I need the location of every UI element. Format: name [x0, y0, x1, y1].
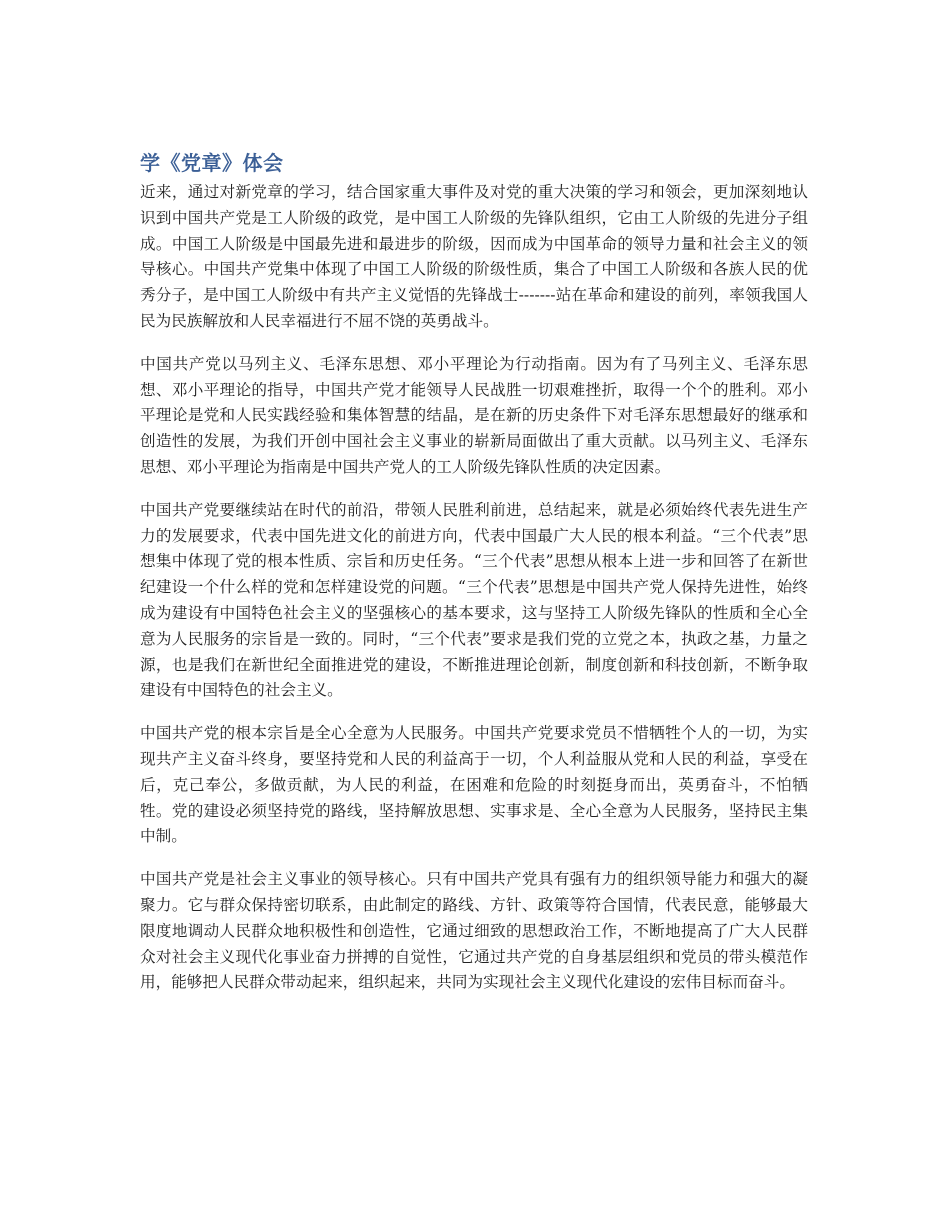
document-title: 学《党章》体会: [140, 151, 284, 175]
paragraph-1: 近来，通过对新党章的学习，结合国家重大事件及对党的重大决策的学习和领会，更加深刻地认识到中国共产党是工人阶级的政党，是中国工人阶级的先锋队组织，它由工人阶级的先进分子组成。中国工人阶级是中国最先进和最进步的阶级，因而成为中国革命的领导力量和社会主义的领导核心。中国共产党集中体现了中国工人阶级的阶级性质，集合了中国工人阶级和各族人民的优秀分子，是中国工人阶级中有共产主义觉悟的先锋战士-------站在革命和建设的前列，率领我国人民为民族解放和人民幸福进行不屈不饶的英勇战斗。: [140, 183, 808, 330]
paragraph-4: 中国共产党的根本宗旨是全心全意为人民服务。中国共产党要求党员不惜牺牲个人的一切，为实现共产主义奋斗终身，要坚持党和人民的利益高于一切，个人利益服从党和人民的利益，享受在后，克己奉公，多做贡献，为人民的利益，在困难和危险的时刻挺身而出，英勇奋斗，不怕牺牲。党的建设必须坚持党的路线，坚持解放思想、实事求是、全心全意为人民服务，坚持民主集中制。: [140, 724, 808, 846]
paragraph-2: 中国共产党以马列主义、毛泽东思想、邓小平理论为行动指南。因为有了马列主义、毛泽东思想、邓小平理论的指导，中国共产党才能领导人民战胜一切艰难挫折，取得一个个的胜利。邓小平理论是党和人民实践经验和集体智慧的结晶，是在新的历史条件下对毛泽东思想最好的继承和创造性的发展，为我们开创中国社会主义事业的崭新局面做出了重大贡献。以马列主义、毛泽东思想、邓小平理论为指南是中国共产党人的工人阶级先锋队性质的决定因素。: [140, 354, 808, 476]
paragraph-5: 中国共产党是社会主义事业的领导核心。只有中国共产党具有强有力的组织领导能力和强大的凝聚力。它与群众保持密切联系，由此制定的路线、方针、政策等符合国情，代表民意，能够最大限度地调动人民群众地积极性和创造性，它通过细致的思想政治工作，不断地提高了广大人民群众对社会主义现代化事业奋力拼搏的自觉性，它通过共产党的自身基层组织和党员的带头模范作用，能够把人民群众带动起来，组织起来，共同为实现社会主义现代化建设的宏伟目标而奋斗。: [140, 870, 808, 992]
paragraph-3: 中国共产党要继续站在时代的前沿，带领人民胜利前进，总结起来，就是必须始终代表先进生产力的发展要求，代表中国先进文化的前进方向，代表中国最广大人民的根本利益。“三个代表”思想集中体现了党的根本性质、宗旨和历史任务。“三个代表”思想从根本上进一步和回答了在新世纪建设一个什么样的党和怎样建设党的问题。“三个代表”思想是中国共产党人保持先进性，始终成为建设有中国特色社会主义的坚强核心的基本要求，这与坚持工人阶级先锋队的性质和全心全意为人民服务的宗旨是一致的。同时，“三个代表”要求是我们党的立党之本，执政之基，力量之源，也是我们在新世纪全面推进党的建设，不断推进理论创新，制度创新和科技创新，不断争取建设有中国特色的社会主义。: [140, 500, 808, 700]
document-page: [140, 148, 808, 1013]
